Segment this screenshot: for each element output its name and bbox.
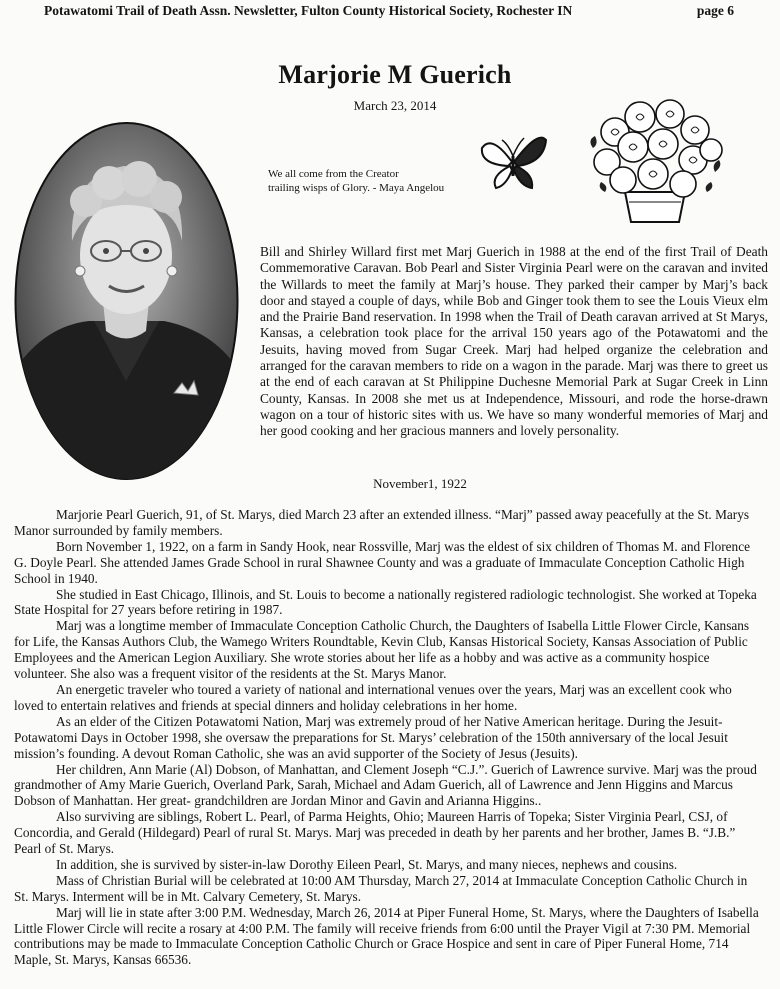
obituary-paragraph: Marj will lie in state after 3:00 P.M. Wednesday, March 26, 2014 at Piper Funeral Home, St. Marys, where the Daughters of Isabella Little Flower Circle will recite a rosary at 4:00 P.M. The family will receive friends from 6:00 until the Prayer Vigil at 7:30 PM. Memorial contributions may be made to Immaculate Conception Catholic Church or Grace Hospice and sent in care of Piper Funeral Home, 714 Maple, St. Marys, Kansas 66536.	[14, 904, 759, 968]
birth-date: November1, 1922	[373, 476, 467, 491]
page-title: Marjorie M Guerich	[278, 60, 512, 89]
obituary-paragraph: Her children, Ann Marie (Al) Dobson, of Manhattan, and Clement Joseph “C.J.”. Guerich of Lawrence survive. Marj was the proud grandmother of Amy Marie Guerich, Overland Park, Sarah, Michael and Adam Guerich, all of Lawrence and Jenn Higgins and Marcus Dobson of Manhattan. Her great- grandchildren are Jordan Minor and Gavin and Arianna Higgins..	[14, 761, 757, 809]
obituary-paragraph: Marj was a longtime member of Immaculate Conception Catholic Church, the Daughters of Isabella Little Flower Circle, Kansans for Life, the Kansas Authors Club, the Wamego Writers Roundtable, Kevin Club, Kansas Historical Society, Kansas Association of Public Employees and the American Legion Auxiliary. She wrote stories about her life as a hobby and was active as a community hospice volunteer. She also was a frequent visitor of the residents at the St. Marys Manor.	[14, 618, 750, 682]
obituary-paragraph: She studied in East Chicago, Illinois, and St. Louis to become a nationally registered radiologic technologist. She worked at Topeka State Hospital for 27 years before retiring in 1987.	[14, 586, 757, 618]
memorial-date: March 23, 2014	[353, 98, 437, 113]
obituary-paragraph: In addition, she is survived by sister-in-law Dorothy Eileen Pearl, St. Marys, and many nieces, nephews and cousins.	[56, 856, 678, 872]
butterfly-icon	[478, 126, 548, 196]
obituary-paragraph: Also surviving are siblings, Robert L. Pearl, of Parma Heights, Ohio; Maureen Harris of Topeka; Sister Virginia Pearl, CSJ, of Concordia, and Gerald (Hildegard) Pearl of rural St. Marys. Marj was preceded in death by her parents and her brother, James B. “J.B.” Pearl of St. Marys.	[14, 809, 736, 857]
rose-bouquet-icon	[585, 92, 725, 227]
obituary-paragraph: Marjorie Pearl Guerich, 91, of St. Marys, died March 23 after an extended illness. “Marj” passed away peacefully at the St. Marys Manor surrounded by family members.	[14, 507, 750, 538]
obituary-paragraph: Born November 1, 1922, on a farm in Sandy Hook, near Rossville, Marj was the eldest of six children of Thomas M. and Florence G. Doyle Pearl. She attended James Grade School in rural Shawnee County and was a graduate of Immaculate Conception Catholic High School in 1940.	[14, 538, 751, 586]
quote-line-1: We all come from the Creator	[268, 168, 399, 180]
obituary-paragraph: An energetic traveler who toured a variety of national and international venues over the years, Marj was an excellent cook who loved to entertain relatives and friends at special dinners and holiday celebrations in her home.	[14, 681, 732, 713]
quote-line-2: trailing wisps of Glory. - Maya Angelou	[268, 182, 445, 194]
newsletter-header	[44, 3, 734, 21]
maya-angelou-quote	[268, 167, 444, 195]
obituary-paragraph: As an elder of the Citizen Potawatomi Nation, Marj was extremely proud of her Native American heritage. During the Jesuit-Potawatomi Days in October 1998, she oversaw the preparations for St. Marys’ celebration of the 150th anniversary of the local Jesuit mission’s founding. A devout Roman Catholic, she was an avid supporter of the Society of Jesus (Jesuits).	[14, 713, 728, 761]
header-page-number: page 6	[696, 3, 734, 18]
obituary-text	[14, 507, 762, 968]
portrait-photo	[14, 121, 239, 481]
obituary-paragraph: Mass of Christian Burial will be celebrated at 10:00 AM Thursday, March 27, 2014 at Immaculate Conception Catholic Church in St. Marys. Interment will be in Mt. Calvary Cemetery, St. Marys.	[14, 872, 748, 904]
header-publication: Potawatomi Trail of Death Assn. Newsletter, Fulton County Historical Society, Rochester IN	[44, 3, 573, 18]
intro-paragraph: Bill and Shirley Willard first met Marj Guerich in 1988 at the end of the first Trail of Death Commemorative Caravan. Bob Pearl and Sister Virginia Pearl were on the caravan and invited the Willards to meet the family at Marj’s house. They parked their camper by Marj’s back door and stayed a couple of days, while Bob and Ginger took them to see the Louis Vieux elm and the Prairie Band reservation. In 1998 when the Trail of Death caravan arrived at St Marys, Kansas, a celebration took place for the arrival 150 years ago of the Potawatomi and the Jesuits, having moved from Sugar Creek. Marj had helped organize the celebration and arranged for the caravan members to ride on a wagon in the parade. Marj was there to greet us at the end of each caravan at St Philippine Duchesne Memorial Park at Sugar Creek in Linn County, Kansas. In 2008 she met us at Independence, Missouri, and rode the horse-drawn wagon on a tour of historic sites with us. We have so many wonderful memories of Marj and her good cooking and her gracious manners and lovely personality.	[260, 244, 768, 439]
